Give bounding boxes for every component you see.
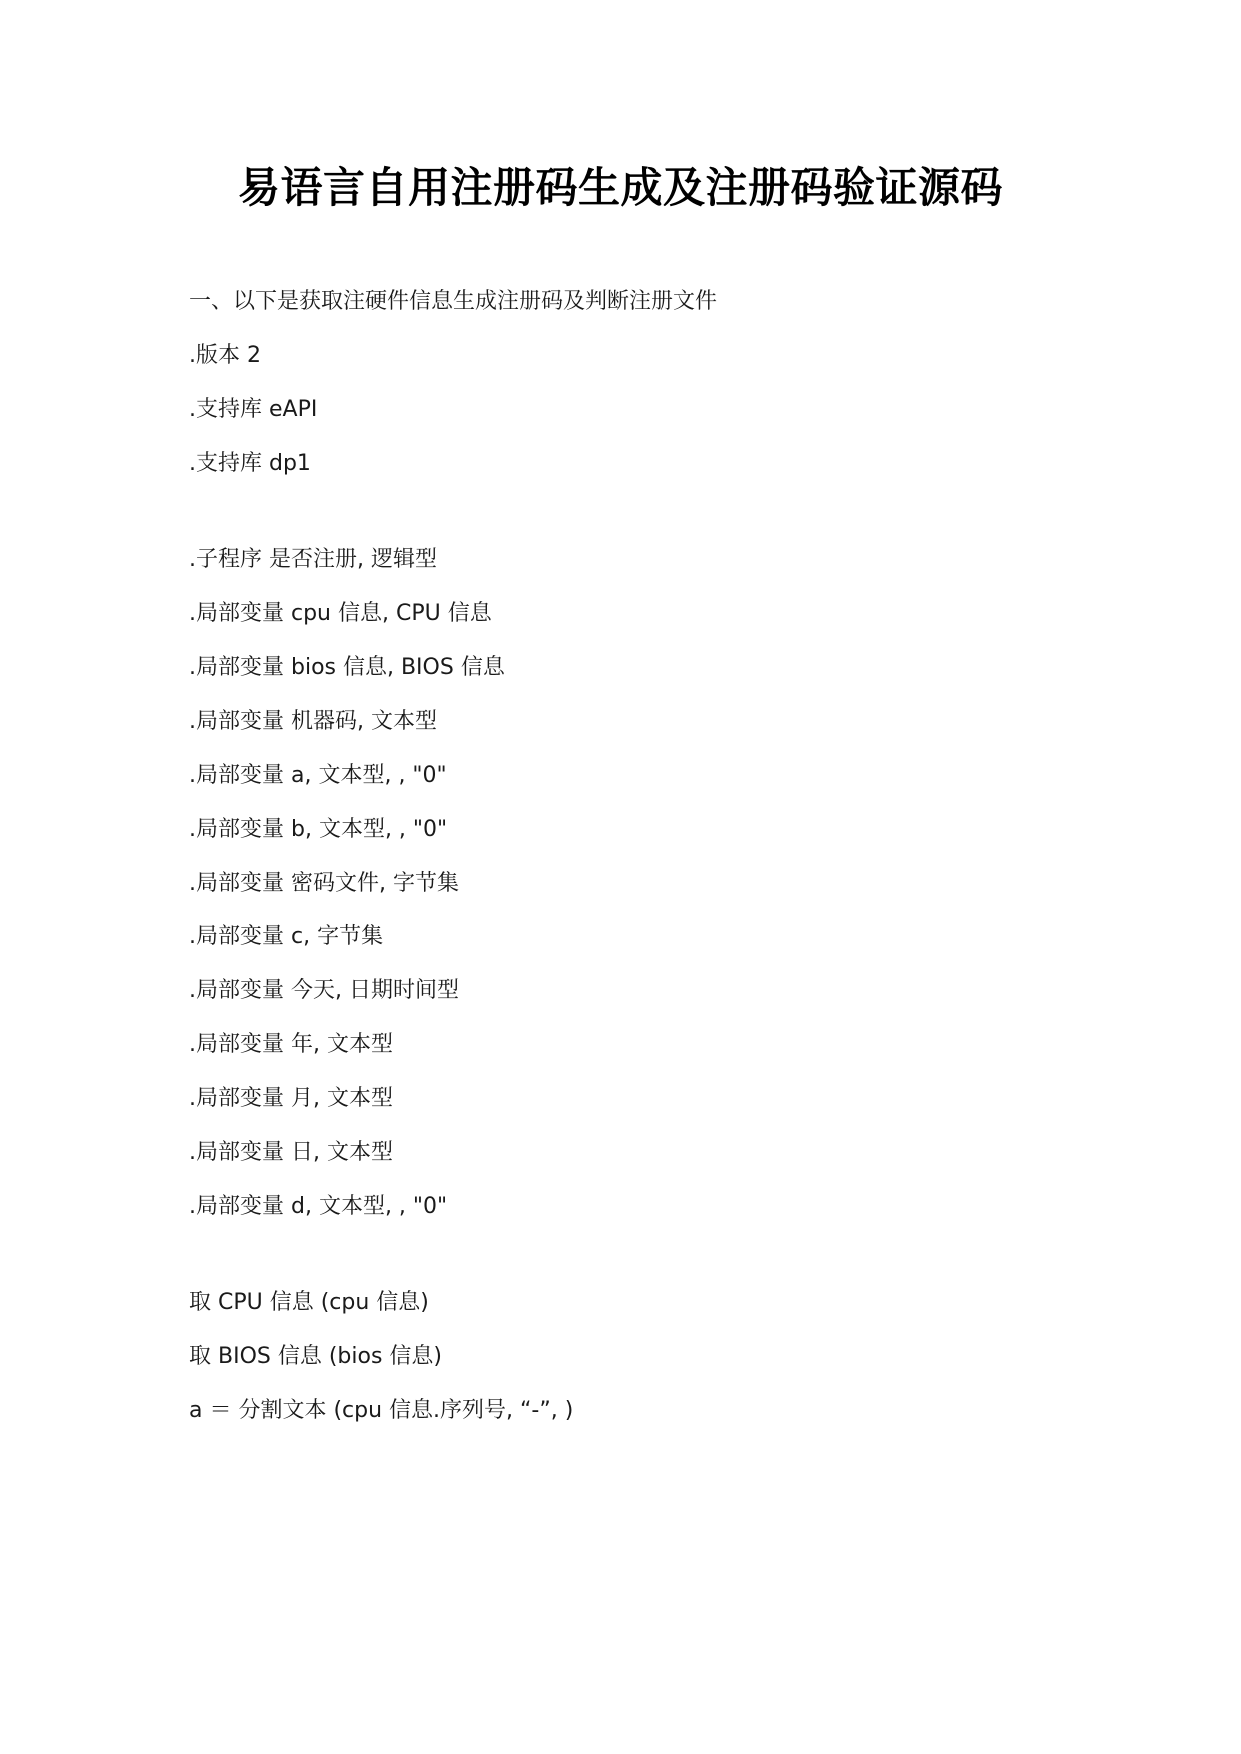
code-line: .局部变量 a, 文本型, , "0" bbox=[189, 763, 447, 788]
code-line: .局部变量 bios 信息, BIOS 信息 bbox=[189, 655, 505, 680]
code-line: .局部变量 年, 文本型 bbox=[189, 1032, 393, 1057]
code-line: 取 CPU 信息 (cpu 信息) bbox=[189, 1290, 429, 1315]
code-line: .局部变量 机器码, 文本型 bbox=[189, 709, 437, 734]
code-line: .子程序 是否注册, 逻辑型 bbox=[189, 547, 437, 572]
code-line: .版本 2 bbox=[189, 343, 261, 368]
code-line: .局部变量 b, 文本型, , "0" bbox=[189, 817, 448, 842]
code-line: 取 BIOS 信息 (bios 信息) bbox=[189, 1344, 443, 1369]
code-line: .支持库 eAPI bbox=[189, 397, 318, 422]
section-heading: 一、以下是获取注硬件信息生成注册码及判断注册文件 bbox=[189, 289, 718, 314]
code-line: a ＝ 分割文本 (cpu 信息.序列号, “-”, ) bbox=[189, 1398, 574, 1423]
code-line: .支持库 dp1 bbox=[189, 451, 311, 476]
code-line: .局部变量 月, 文本型 bbox=[189, 1086, 393, 1111]
code-line: .局部变量 cpu 信息, CPU 信息 bbox=[189, 601, 492, 626]
code-line: .局部变量 密码文件, 字节集 bbox=[189, 871, 459, 896]
document-title: 易语言自用注册码生成及注册码验证源码 bbox=[237, 163, 1003, 212]
code-line: .局部变量 c, 字节集 bbox=[189, 924, 384, 949]
code-line: .局部变量 今天, 日期时间型 bbox=[189, 978, 459, 1003]
code-line: .局部变量 d, 文本型, , "0" bbox=[189, 1194, 448, 1219]
code-line: .局部变量 日, 文本型 bbox=[189, 1140, 393, 1165]
